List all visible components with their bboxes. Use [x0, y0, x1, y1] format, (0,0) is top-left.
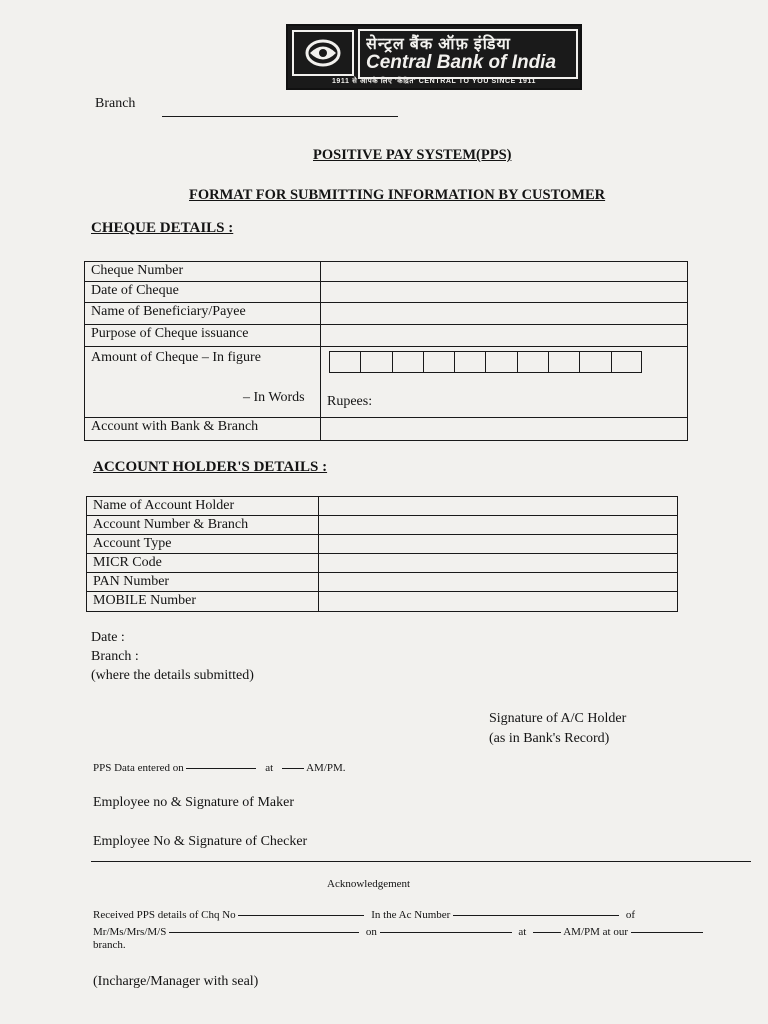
- pps-entered-label: PPS Data entered on: [93, 762, 184, 774]
- ack-received-label: Received PPS details of Chq No: [93, 909, 236, 921]
- brand-tagline: 1911 से आपके लिए 'केंद्रित' CENTRAL TO YOU SINCE 1911: [331, 78, 537, 85]
- date-of-cheque-field[interactable]: [321, 282, 688, 303]
- amount-value-cell: [321, 347, 688, 418]
- brand-name-hindi: सेन्ट्रल बैंक ऑफ़ इंडिया: [366, 36, 511, 53]
- acknowledgement-title: Acknowledgement: [327, 878, 411, 890]
- pps-at-label: at: [265, 762, 274, 774]
- pps-entered-row: [93, 762, 346, 774]
- ack-cheque-number-line[interactable]: [238, 915, 364, 916]
- table-row: [85, 418, 688, 441]
- account-type-label: Account Type: [87, 535, 319, 554]
- ack-at-label: at: [518, 926, 527, 938]
- account-holder-heading: ACCOUNT HOLDER'S DETAILS :: [93, 459, 328, 475]
- ack-of-label: of: [625, 909, 635, 921]
- signature-label: Signature of A/C Holder: [489, 711, 627, 726]
- table-row: [85, 262, 688, 282]
- pps-entered-date-line[interactable]: [186, 768, 256, 769]
- ack-customer-name-line[interactable]: [169, 932, 359, 933]
- checker-label: Employee No & Signature of Checker: [93, 834, 308, 849]
- date-label: Date :: [91, 630, 125, 645]
- ack-branch-label: branch.: [93, 939, 126, 951]
- branch-label: Branch: [95, 96, 136, 111]
- amount-figure-boxes[interactable]: [329, 351, 687, 373]
- ack-on-label: on: [365, 926, 377, 938]
- signature-note: (as in Bank's Record): [489, 731, 610, 746]
- date-of-cheque-label: Date of Cheque: [85, 282, 321, 303]
- brand-name-box: [358, 29, 578, 79]
- amount-figure-label: Amount of Cheque – In figure: [91, 350, 261, 365]
- page-title: POSITIVE PAY SYSTEM(PPS): [313, 147, 512, 163]
- brand-name-english: Central Bank of India: [366, 52, 557, 73]
- ack-time-line[interactable]: [533, 932, 561, 933]
- ack-mr-label: Mr/Ms/Mrs/M/S: [93, 926, 167, 938]
- rupees-label: Rupees:: [327, 394, 373, 409]
- ack-date-line[interactable]: [380, 932, 512, 933]
- micr-code-label: MICR Code: [87, 554, 319, 573]
- account-number-branch-field[interactable]: [319, 516, 678, 535]
- table-row: [87, 592, 678, 612]
- account-holder-name-label: Name of Account Holder: [87, 497, 319, 516]
- table-row: [87, 573, 678, 592]
- account-bank-branch-field[interactable]: [321, 418, 688, 441]
- table-row: [87, 516, 678, 535]
- branch-field-line[interactable]: [162, 116, 398, 117]
- pan-number-field[interactable]: [319, 573, 678, 592]
- table-row: [85, 347, 688, 418]
- table-row: [87, 535, 678, 554]
- cheque-details-heading: CHEQUE DETAILS :: [91, 220, 234, 236]
- cheque-number-field[interactable]: [321, 262, 688, 282]
- account-number-branch-label: Account Number & Branch: [87, 516, 319, 535]
- account-bank-branch-label: Account with Bank & Branch: [85, 418, 321, 441]
- ack-row-1: [93, 909, 635, 921]
- account-type-field[interactable]: [319, 535, 678, 554]
- table-row: [85, 282, 688, 303]
- table-row: [87, 554, 678, 573]
- bank-logo: [286, 24, 582, 90]
- table-row: [85, 325, 688, 347]
- ack-branch-line[interactable]: [631, 932, 703, 933]
- amount-words-label: – In Words: [243, 390, 305, 405]
- page-subtitle: FORMAT FOR SUBMITTING INFORMATION BY CUSTOMER: [189, 187, 606, 203]
- incharge-label: (Incharge/Manager with seal): [93, 974, 259, 989]
- divider-line: [91, 861, 751, 862]
- pan-number-label: PAN Number: [87, 573, 319, 592]
- payee-name-label: Name of Beneficiary/Payee: [85, 303, 321, 325]
- ack-in-ac-label: In the Ac Number: [371, 909, 451, 921]
- bank-emblem-icon: [292, 30, 354, 76]
- account-holder-name-field[interactable]: [319, 497, 678, 516]
- cheque-details-table: [84, 261, 688, 441]
- ack-account-number-line[interactable]: [453, 915, 619, 916]
- ack-row-2: [93, 926, 703, 938]
- cheque-purpose-field[interactable]: [321, 325, 688, 347]
- micr-code-field[interactable]: [319, 554, 678, 573]
- pps-entered-time-line[interactable]: [282, 768, 304, 769]
- where-submitted-label: (where the details submitted): [91, 668, 254, 683]
- account-holder-table: [86, 496, 678, 612]
- maker-label: Employee no & Signature of Maker: [93, 795, 295, 810]
- pps-ampm-label: AM/PM.: [306, 762, 346, 774]
- payee-name-field[interactable]: [321, 303, 688, 325]
- cheque-number-label: Cheque Number: [85, 262, 321, 282]
- amount-label-cell: [85, 347, 321, 418]
- table-row: [87, 497, 678, 516]
- cheque-purpose-label: Purpose of Cheque issuance: [85, 325, 321, 347]
- table-row: [85, 303, 688, 325]
- mobile-number-field[interactable]: [319, 592, 678, 612]
- mobile-number-label: MOBILE Number: [87, 592, 319, 612]
- footer-branch-label: Branch :: [91, 649, 139, 664]
- ack-ampm-label: AM/PM at our: [563, 926, 628, 938]
